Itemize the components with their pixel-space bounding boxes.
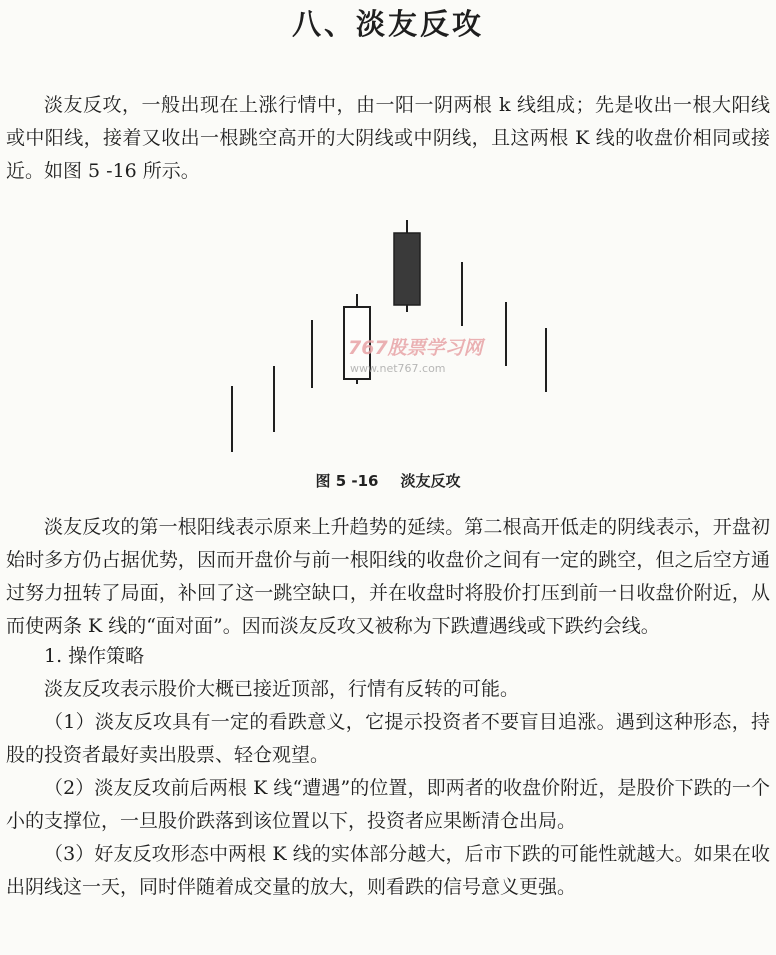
bearish-candle-body xyxy=(394,233,420,305)
strategy-point-2: （2）淡友反攻前后两根 K 线“遭遇”的位置，即两者的收盘价附近，是股价下跌的一个小的支撑位，一旦股价跌落到该位置以下，投资者应果断清仓出局。 xyxy=(6,777,770,832)
figure-caption xyxy=(0,470,776,491)
strategy-point-3: （3）好友反攻形态中两根 K 线的实体部分越大，后市下跌的可能性就越大。如果在收出阴线这一天，同时伴随着成交量的放大，则看跌的信号意义更强。 xyxy=(6,843,770,898)
figure-number: 图 5 -16 xyxy=(315,472,379,490)
bearish-candle xyxy=(394,220,420,312)
page-title: 八、淡友反攻 xyxy=(291,7,484,41)
figure-caption-text: 淡友反攻 xyxy=(400,472,461,490)
candlestick-figure xyxy=(200,212,580,472)
watermark-text: 767股票学习网 xyxy=(348,337,483,359)
strategy-intro-paragraph: 淡友反攻表示股价大概已接近顶部，行情有反转的可能。 xyxy=(44,678,520,700)
strategy-point-1: （1）淡友反攻具有一定的看跌意义，它提示投资者不要盲目追涨。遇到这种形态，持股的投资者最好卖出股票、轻仓观望。 xyxy=(6,711,770,766)
intro-paragraph: 淡友反攻，一般出现在上涨行情中，由一阳一阴两根 k 线组成；先是收出一根大阳线或中阳线，接着又收出一根跳空高开的大阴线或中阴线，且这两根 K 线的收盘价相同或接近。如图 5 -16 所示。 xyxy=(6,94,770,182)
watermark-url: www.net767.com xyxy=(350,362,446,375)
section-heading: 1. 操作策略 xyxy=(44,645,145,667)
explanation-paragraph: 淡友反攻的第一根阳线表示原来上升趋势的延续。第二根高开低走的阴线表示，开盘初始时多方仍占据优势，因而开盘价与前一根阳线的收盘价之间有一定的跳空，但之后空方通过努力扭转了局面，补回了这一跳空缺口，并在收盘时将股价打压到前一日收盘价附近，从而使两条 K 线的“面对面”。因而淡友反攻又被称为下跌遭遇线或下跌约会线。 xyxy=(6,516,770,637)
